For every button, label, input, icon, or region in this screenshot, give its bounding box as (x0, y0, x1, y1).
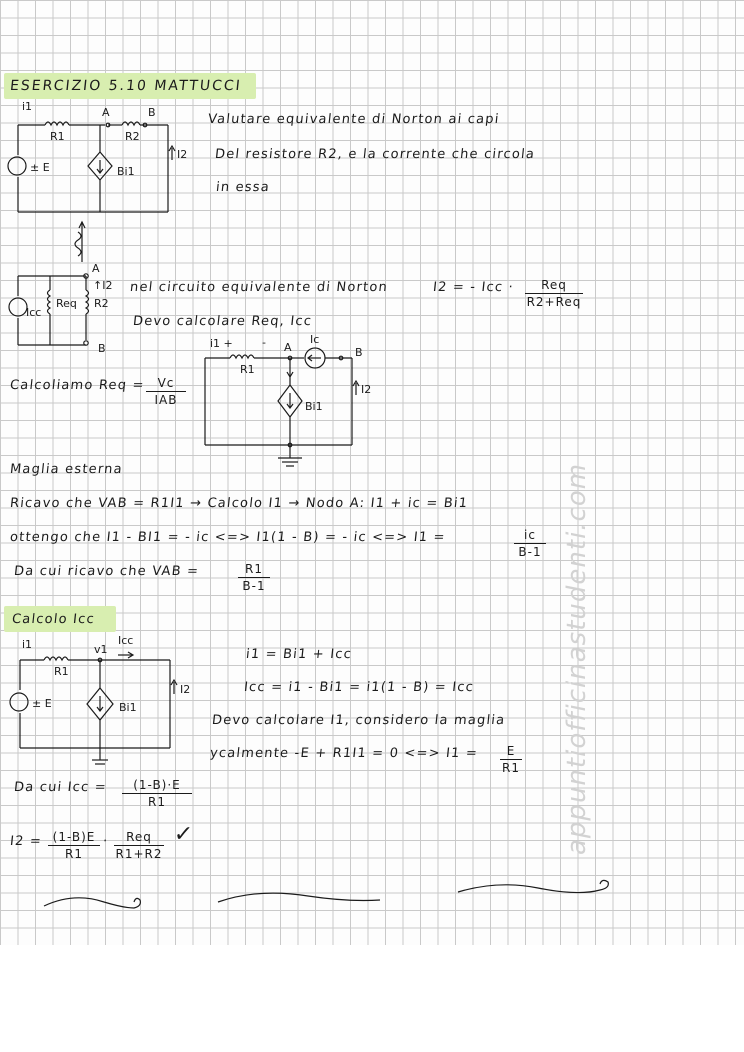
intro-line-2: Del resistore R2, e la corrente che circola (214, 147, 536, 162)
svg-text:I2: I2 (180, 683, 191, 696)
svg-text:i1 +: i1 + (210, 337, 233, 350)
svg-text:-: - (262, 336, 266, 349)
svg-text:v1: v1 (94, 643, 108, 656)
fraction-denominator: R1 (65, 847, 83, 861)
fraction-numerator: Vc (157, 376, 175, 390)
fraction-denominator: R1 (502, 761, 520, 775)
devo-calcolare: Devo calcolare Req, Icc (132, 314, 313, 329)
check-mark: ✓ (172, 822, 195, 847)
fraction-numerator: E (506, 744, 516, 758)
svg-text:R2: R2 (125, 130, 140, 143)
svg-text:R1: R1 (54, 665, 69, 678)
svg-text:B: B (98, 342, 106, 355)
norton-formula-lhs: I2 = - Icc · (432, 280, 515, 295)
i2-dot: · (102, 834, 110, 849)
fraction-numerator: Req (126, 830, 152, 844)
fraction-denominator: R1+R2 (115, 847, 163, 861)
norton-line: nel circuito equivalente di Norton (129, 280, 389, 295)
maglia-esterna: Maglia esterna (9, 462, 124, 477)
fraction-denominator: B-1 (518, 545, 542, 559)
eq-icc: Icc = i1 - Bi1 = i1(1 - B) = Icc (243, 680, 475, 695)
watermark: appuntiofficinastudenti.com (562, 462, 592, 855)
intro-line-1: Valutare equivalente di Norton ai capi (207, 112, 501, 127)
svg-text:R1: R1 (50, 130, 65, 143)
svg-text:I2: I2 (361, 383, 372, 396)
da-cui-vab: Da cui ricavo che VAB = (13, 564, 200, 579)
da-cui-icc: Da cui Icc = (13, 780, 108, 795)
svg-text:Bi1: Bi1 (119, 701, 137, 714)
fraction-numerator: (1-B)·E (133, 778, 181, 792)
svg-text:Icc: Icc (118, 634, 134, 647)
fraction-denominator: IAB (154, 393, 178, 407)
svg-text:± E: ± E (30, 161, 50, 174)
svg-text:↑I2: ↑I2 (93, 279, 113, 292)
fraction-numerator: (1-B)E (52, 830, 96, 844)
svg-text:Bi1: Bi1 (305, 400, 323, 413)
svg-text:Icc: Icc (26, 306, 42, 319)
svg-text:A: A (92, 262, 100, 275)
svg-text:Ic: Ic (310, 333, 320, 346)
i2-final-lhs: I2 = (9, 834, 43, 849)
fraction-denominator: R2+Req (526, 295, 582, 309)
svg-text:R1: R1 (240, 363, 255, 376)
fraction-numerator: R1 (245, 562, 263, 576)
ottengo-line: ottengo che I1 - BI1 = - ic <=> I1(1 - B) = - ic <=> I1 = (9, 530, 447, 545)
fraction-numerator: ic (524, 528, 536, 542)
fraction-denominator: R1 (148, 795, 166, 809)
fraction-denominator: B-1 (242, 579, 266, 593)
page-title: ESERCIZIO 5.10 MATTUCCI (9, 78, 243, 94)
svg-text:± E: ± E (32, 697, 52, 710)
svg-text:B: B (148, 106, 156, 119)
eq-i1: i1 = Bi1 + Icc (245, 647, 353, 662)
svg-text:A: A (102, 106, 110, 119)
label-i1: i1 (22, 100, 33, 113)
svg-text:B: B (355, 346, 363, 359)
svg-text:Req: Req (56, 297, 77, 310)
svg-text:R2: R2 (94, 297, 109, 310)
devo-calcolare-i1: Devo calcolare I1, considero la maglia (211, 713, 507, 728)
svg-text:I2: I2 (177, 148, 188, 161)
section-heading-icc: Calcolo Icc (11, 612, 96, 627)
ycalmente-line: ycalmente -E + R1I1 = 0 <=> I1 = (209, 746, 479, 761)
fraction-numerator: Req (541, 278, 567, 292)
calcoliamo-req: Calcoliamo Req = (9, 378, 146, 393)
svg-text:A: A (284, 341, 292, 354)
svg-text:Bi1: Bi1 (117, 165, 135, 178)
svg-text:i1: i1 (22, 638, 33, 651)
ricavo-line: Ricavo che VAB = R1I1 → Calcolo I1 → Nodo A: I1 + ic = Bi1 (9, 496, 469, 511)
intro-line-3: in essa (215, 180, 271, 195)
